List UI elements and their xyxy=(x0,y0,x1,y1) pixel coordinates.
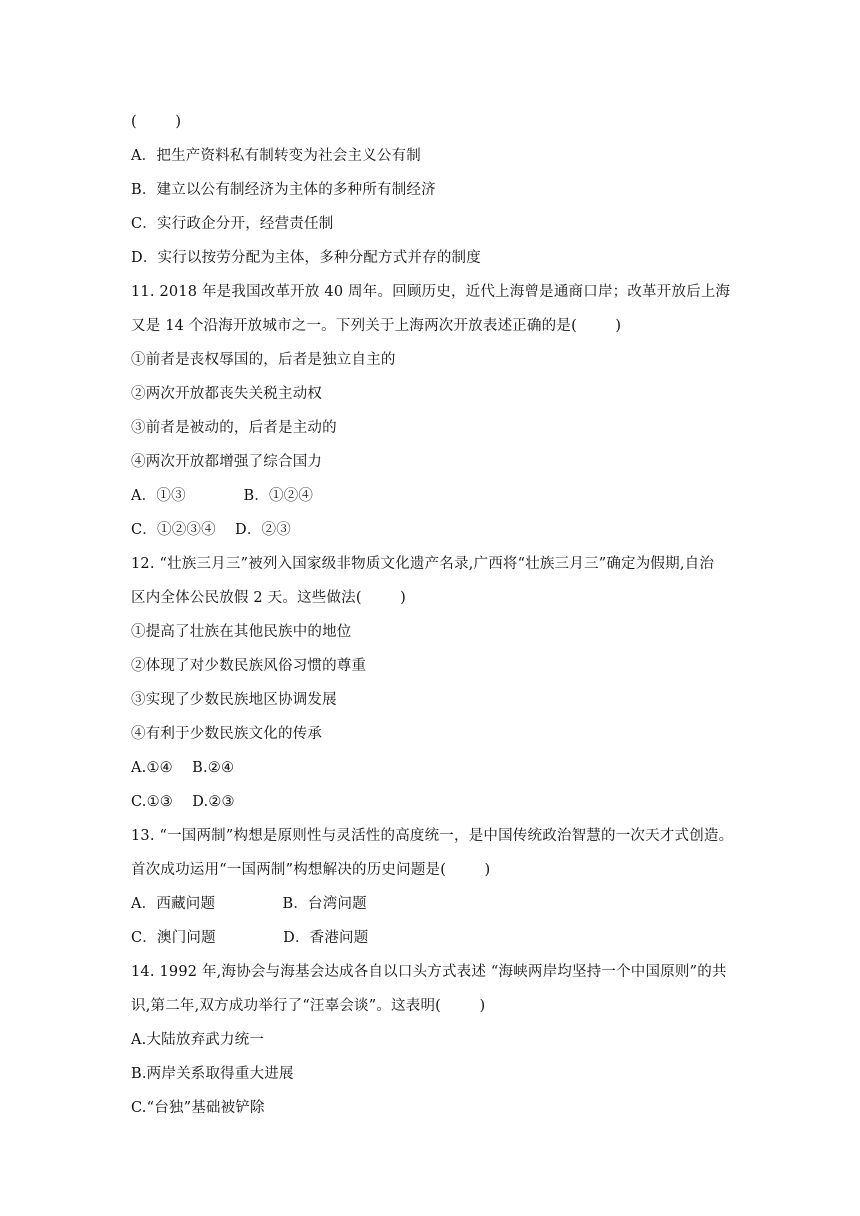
q11-stem-line-2: 又是 14 个沿海开放城市之一。下列关于上海两次开放表述正确的是( ) xyxy=(131,318,622,334)
q14-stem-line-1: 14. 1992 年,海协会与海基会达成各自以口头方式表述 “海峡两岸均坚持一个中国原则”的共 xyxy=(131,964,727,980)
q11-options-cd: C．①②③④ D．②③ xyxy=(131,522,291,538)
q12-statement-3: ③实现了少数民族地区协调发展 xyxy=(131,692,337,708)
q11-statement-1: ①前者是丧权辱国的，后者是独立自主的 xyxy=(131,352,396,368)
q10-option-a: A．把生产资料私有制转变为社会主义公有制 xyxy=(131,148,421,164)
q12-stem-line-1: 12. “壮族三月三”被列入国家级非物质文化遗产名录,广西将“壮族三月三”确定为假期,自治 xyxy=(131,556,715,572)
q11-statement-2: ②两次开放都丧失关税主动权 xyxy=(131,386,323,402)
q11-options-ab: A．①③ B．①②④ xyxy=(131,488,314,504)
answer-blank: ( ) xyxy=(131,114,182,130)
q12-options-cd: C.①③ D.②③ xyxy=(131,794,235,810)
q12-statement-1: ①提高了壮族在其他民族中的地位 xyxy=(131,624,352,640)
q12-options-ab: A.①④ B.②④ xyxy=(131,760,235,776)
q11-stem-line-1: 11. 2018 年是我国改革开放 40 周年。回顾历史，近代上海曾是通商口岸；改革开放后上海 xyxy=(131,284,731,300)
q14-option-c: C.“台独”基础被铲除 xyxy=(131,1100,265,1116)
q11-statement-3: ③前者是被动的，后者是主动的 xyxy=(131,420,337,436)
q13-stem-line-1: 13. “一国两制”构想是原则性与灵活性的高度统一，是中国传统政治智慧的一次天才式创造。 xyxy=(131,828,734,844)
q13-options-ab: A．西藏问题 B．台湾问题 xyxy=(131,896,367,912)
q12-statement-2: ②体现了对少数民族风俗习惯的尊重 xyxy=(131,658,367,674)
q14-stem-line-2: 识,第二年,双方成功举行了“汪辜会谈”。这表明( ) xyxy=(131,998,486,1014)
q12-statement-4: ④有利于少数民族文化的传承 xyxy=(131,726,323,742)
q10-option-c: C．实行政企分开，经营责任制 xyxy=(131,216,334,232)
q13-stem-line-2: 首次成功运用“一国两制”构想解决的历史问题是( ) xyxy=(131,862,491,878)
q11-statement-4: ④两次开放都增强了综合国力 xyxy=(131,454,323,470)
q14-option-a: A.大陆放弃武力统一 xyxy=(131,1032,265,1048)
q12-stem-line-2: 区内全体公民放假 2 天。这些做法( ) xyxy=(131,590,407,606)
q10-option-b: B．建立以公有制经济为主体的多种所有制经济 xyxy=(131,182,436,198)
q10-option-d: D．实行以按劳分配为主体，多种分配方式并存的制度 xyxy=(131,250,481,266)
q14-option-b: B.两岸关系取得重大进展 xyxy=(131,1066,294,1082)
q13-options-cd: C．澳门问题 D．香港问题 xyxy=(131,930,369,946)
